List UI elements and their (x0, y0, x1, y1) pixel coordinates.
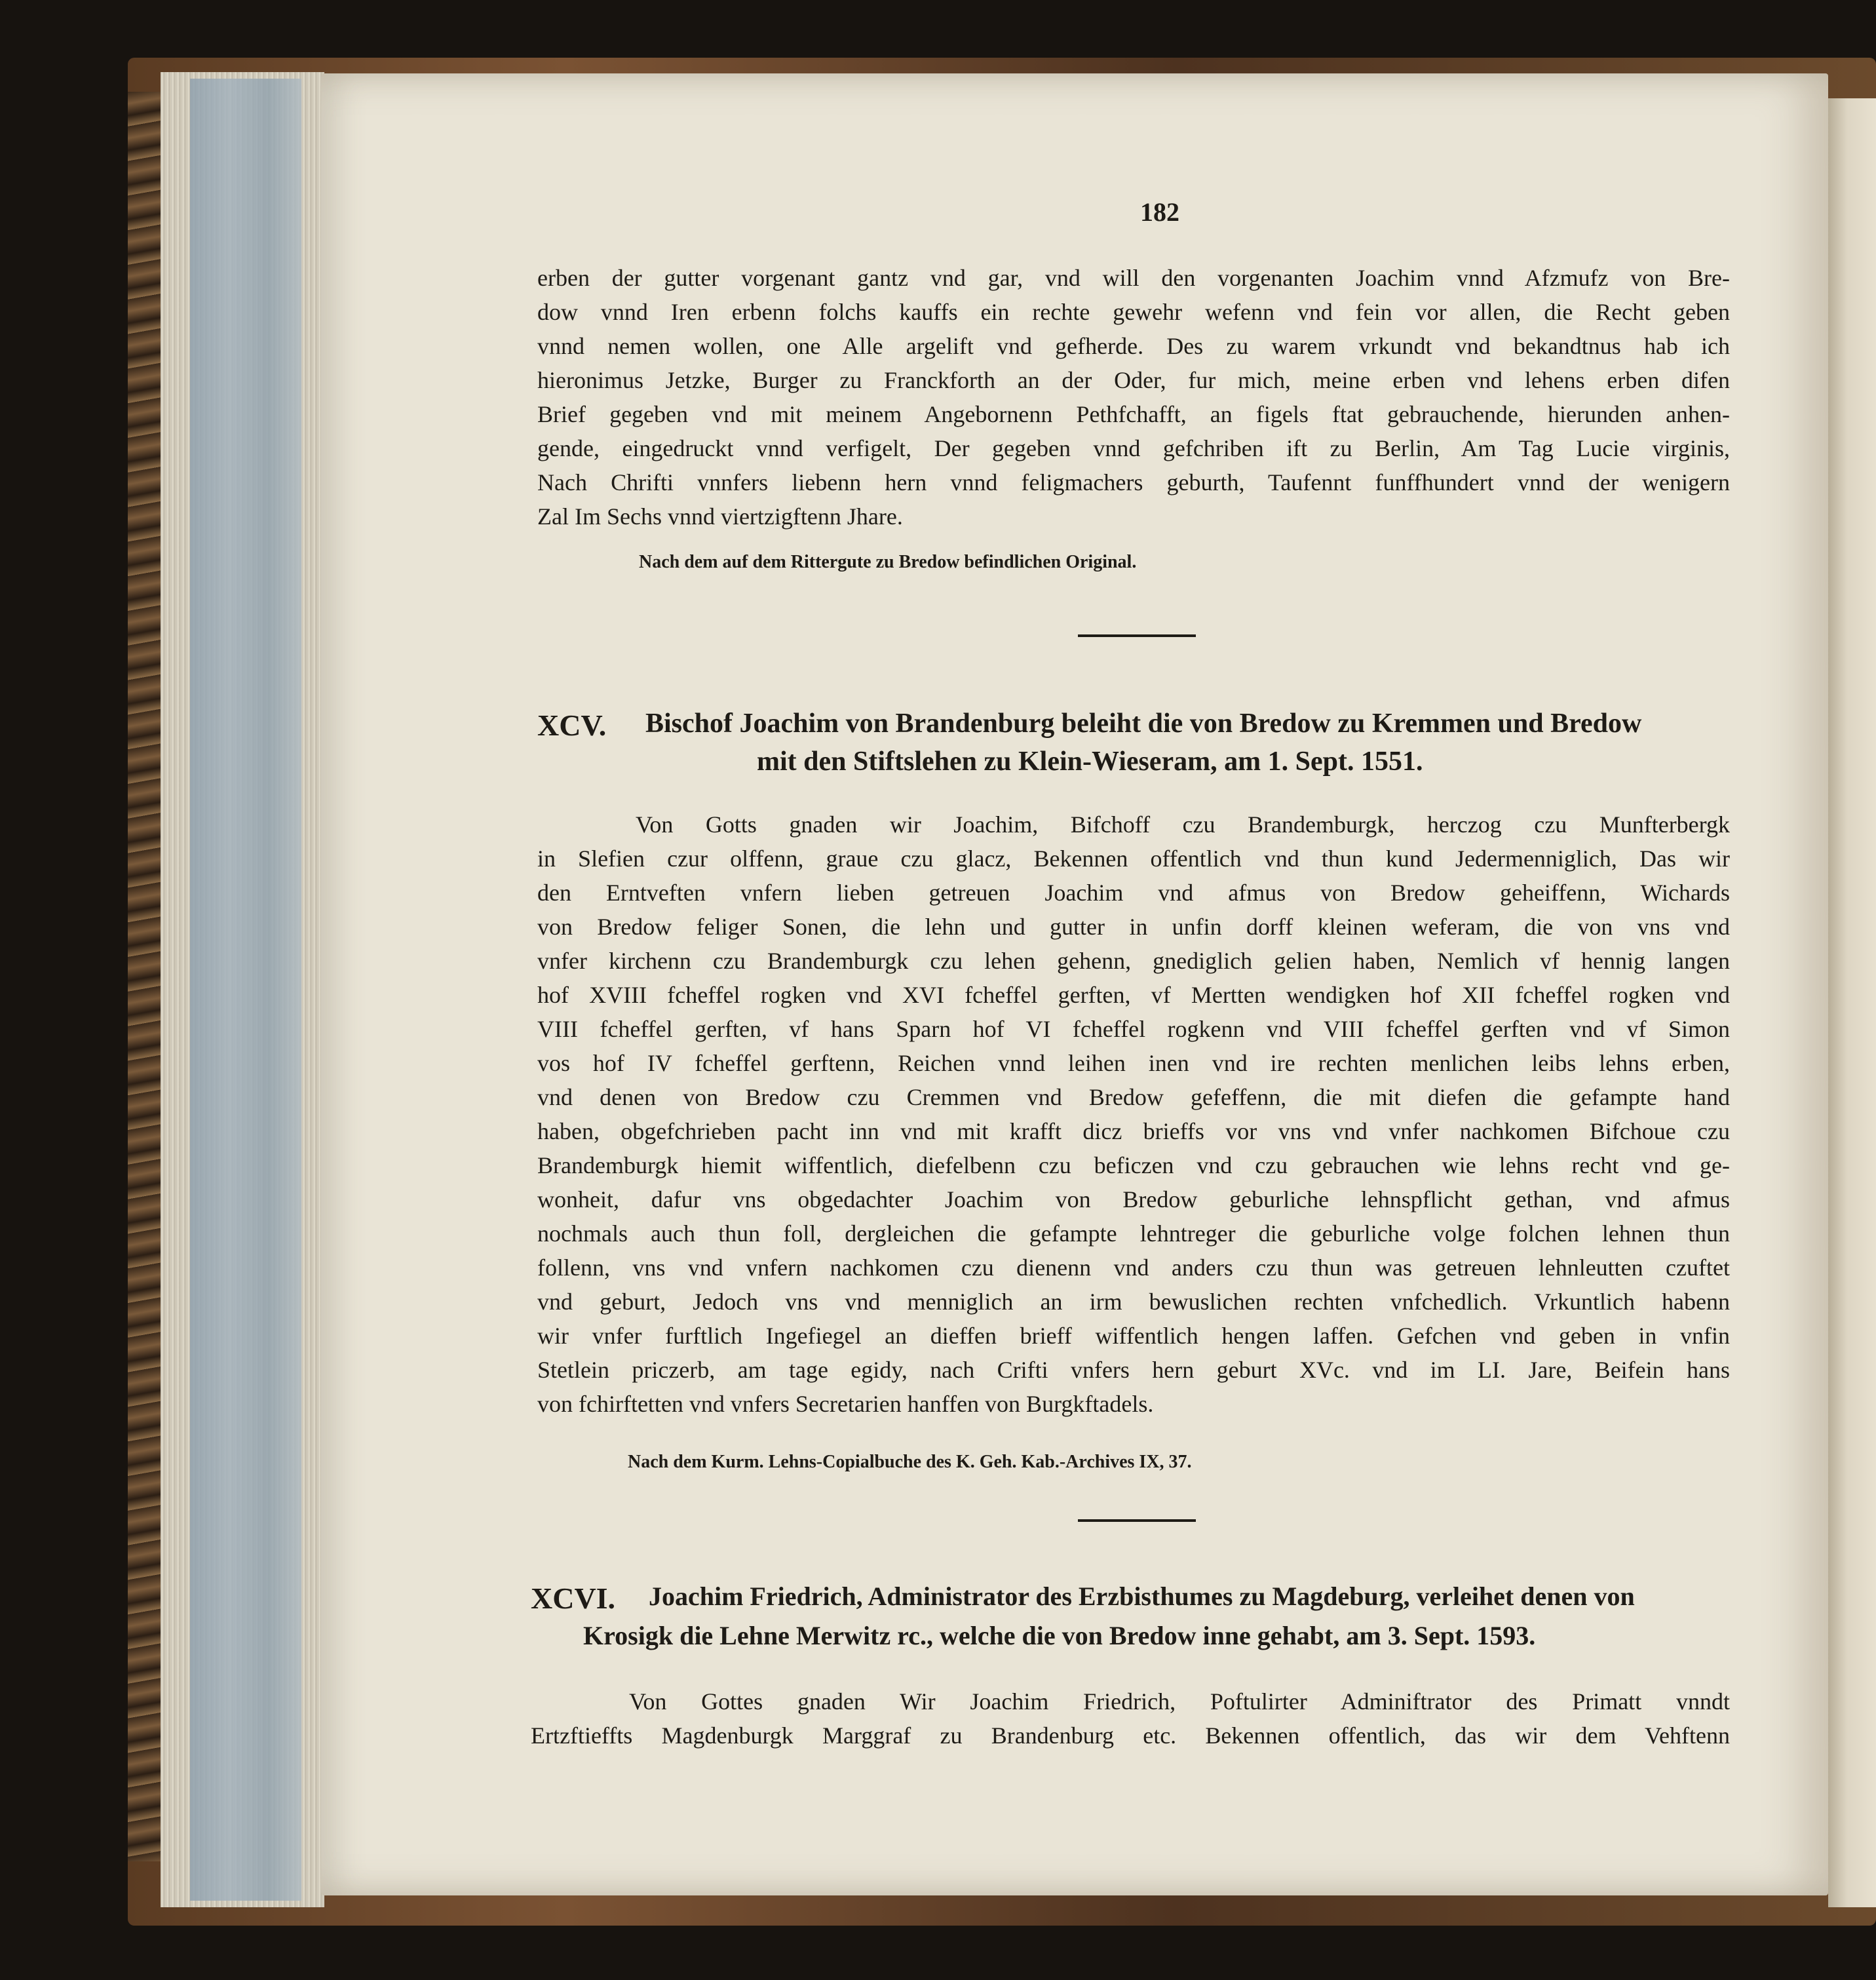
doc2-line: VIII fcheffel gerften, vf hans Sparn hof VI fcheffel rogkenn vnd VIII fcheffel gerften vnd vf Simon (537, 1016, 1730, 1042)
doc2-line: den Erntveften vnfern lieben getreuen Joachim vnd afmus von Bredow geheiffenn, Wichards (537, 880, 1730, 906)
doc3-heading (531, 1581, 1730, 1660)
doc2-title-line2: mit den Stiftslehen zu Klein-Wieseram, am 1. Sept. 1551. (757, 747, 1423, 777)
doc1-line: vnnd nemen wollen, one Alle argelift vnd gefherde. Des zu warem vrkundt vnd bekandtnus hab ich (537, 333, 1730, 359)
section-divider-2 (1078, 1519, 1196, 1522)
doc2-line: von fchirftetten vnd vnfers Secretarien hanffen von Burgkftadels. (537, 1391, 1154, 1417)
doc2-body (537, 807, 1730, 1421)
doc1-line: gende, eingedruckt vnnd verfigelt, Der gegeben vnnd gefchriben ift zu Berlin, Am Tag Lucie virginis, (537, 435, 1730, 461)
doc2-line: haben, obgefchrieben pacht inn vnd mit krafft dicz brieffs vor vns vnd vnfer nachkomen Bifchoue czu (537, 1118, 1730, 1144)
doc2-line: vos hof IV fcheffel gerftenn, Reichen vnnd leihen inen vnd ire rechten menlichen leibs lehns erben, (537, 1050, 1730, 1076)
doc2-line: Brandemburgk hiemit wiffentlich, diefelbenn czu beficzen vnd czu gebrauchen wie lehns recht vnd ge- (537, 1152, 1730, 1178)
doc2-heading (537, 708, 1730, 786)
doc2-line: vnd geburt, Jedoch vns vnd menniglich an irm bewuslichen rechten vnfchedlich. Vrkuntlich habenn (537, 1289, 1730, 1315)
doc2-line: follenn, vns vnd vnfern nachkomen czu dienenn vnd anders czu thun was getreuen lehnleutten czuftet (537, 1254, 1730, 1281)
page-number: 182 (1140, 197, 1179, 227)
section-divider-1 (1078, 634, 1196, 637)
doc3-line: Ertzftieffts Magdenburgk Marggraf zu Brandenburg etc. Bekennen offentlich, das wir dem Vehftenn (531, 1722, 1730, 1749)
doc3-line: Von Gottes gnaden Wir Joachim Friedrich, Poftulirter Adminiftrator des Primatt vnndt (629, 1688, 1730, 1715)
doc2-line: vnfer kirchenn czu Brandemburgk czu lehen gehenn, gnediglich gelien haben, Nemlich vf hennig langen (537, 948, 1730, 974)
doc1-line: dow vnnd Iren erbenn folchs kauffs ein rechte gewehr wefenn vnd fein vor allen, die Recht geben (537, 299, 1730, 325)
doc3-number: XCVI. (531, 1582, 616, 1615)
doc1-line: hieronimus Jetzke, Burger zu Franckforth an der Oder, fur mich, meine erben vnd lehens erben difen (537, 367, 1730, 393)
doc2-line: nochmals auch thun foll, dergleichen die gefampte lehntreger die geburliche volge folchen lehnen thun (537, 1220, 1730, 1247)
doc2-line: in Slefien czur olffenn, graue czu glacz, Bekennen offentlich vnd thun kund Jedermenniglich, Das wir (537, 845, 1730, 872)
doc2-title-line1: Bischof Joachim von Brandenburg beleiht die von Bredow zu Kremmen und Bredow (645, 709, 1642, 739)
doc2-line: wir vnfer furftlich Ingefiegel an dieffen brieff wiffentlich hengen laffen. Gefchen vnd geben in vnfin (537, 1323, 1730, 1349)
doc2-source-note: Nach dem Kurm. Lehns-Copialbuche des K. Geh. Kab.-Archives IX, 37. (628, 1452, 1192, 1472)
doc2-number: XCV. (537, 709, 607, 742)
doc3-title-line2: Krosigk die Lehne Merwitz rc., welche die von Bredow inne gehabt, am 3. Sept. 1593. (583, 1621, 1536, 1650)
doc1-source-note: Nach dem auf dem Rittergute zu Bredow befindlichen Original. (639, 552, 1137, 572)
facing-page-edge (1828, 98, 1876, 1907)
doc1-body (537, 261, 1730, 534)
doc1-line: Nach Chrifti vnnfers liebenn hern vnnd feligmachers geburth, Taufennt funffhundert vnnd der wenigern (537, 469, 1730, 495)
doc2-line: hof XVIII fcheffel rogken vnd XVI fcheffel gerften, vf Mertten wendigken hof XII fcheffel rogken vnd (537, 982, 1730, 1008)
doc1-line: erben der gutter vorgenant gantz vnd gar, vnd will den vorgenanten Joachim vnnd Afzmufz von Bre- (537, 265, 1730, 291)
doc1-line: Zal Im Sechs vnnd viertzigftenn Jhare. (537, 503, 903, 530)
doc2-line: Stetlein priczerb, am tage egidy, nach Crifti vnfers hern geburt XVc. vnd im LI. Jare, Beifein hans (537, 1357, 1730, 1383)
doc2-line: vnd denen von Bredow czu Cremmen vnd Bredow gefeffenn, die mit diefen die gefampte hand (537, 1084, 1730, 1110)
doc1-line: Brief gegeben vnd mit meinem Angebornenn Pethfchafft, an figels ftat gebrauchende, hierunden anhen- (537, 401, 1730, 427)
doc3-body (531, 1684, 1730, 1753)
doc2-line: Von Gotts gnaden wir Joachim, Bifchoff czu Brandemburgk, herczog czu Munfterbergk (636, 811, 1730, 838)
sprinkled-page-edge (190, 79, 301, 1901)
doc2-line: von Bredow feliger Sonen, die lehn und gutter in unfin dorff kleinen weferam, die von vns vnd (537, 914, 1730, 940)
doc2-line: wonheit, dafur vns obgedachter Joachim von Bredow geburliche lehnspflicht gethan, vnd afmus (537, 1186, 1730, 1213)
doc3-title-line1: Joachim Friedrich, Administrator des Erzbisthumes zu Magdeburg, verleihet denen von (649, 1582, 1635, 1611)
